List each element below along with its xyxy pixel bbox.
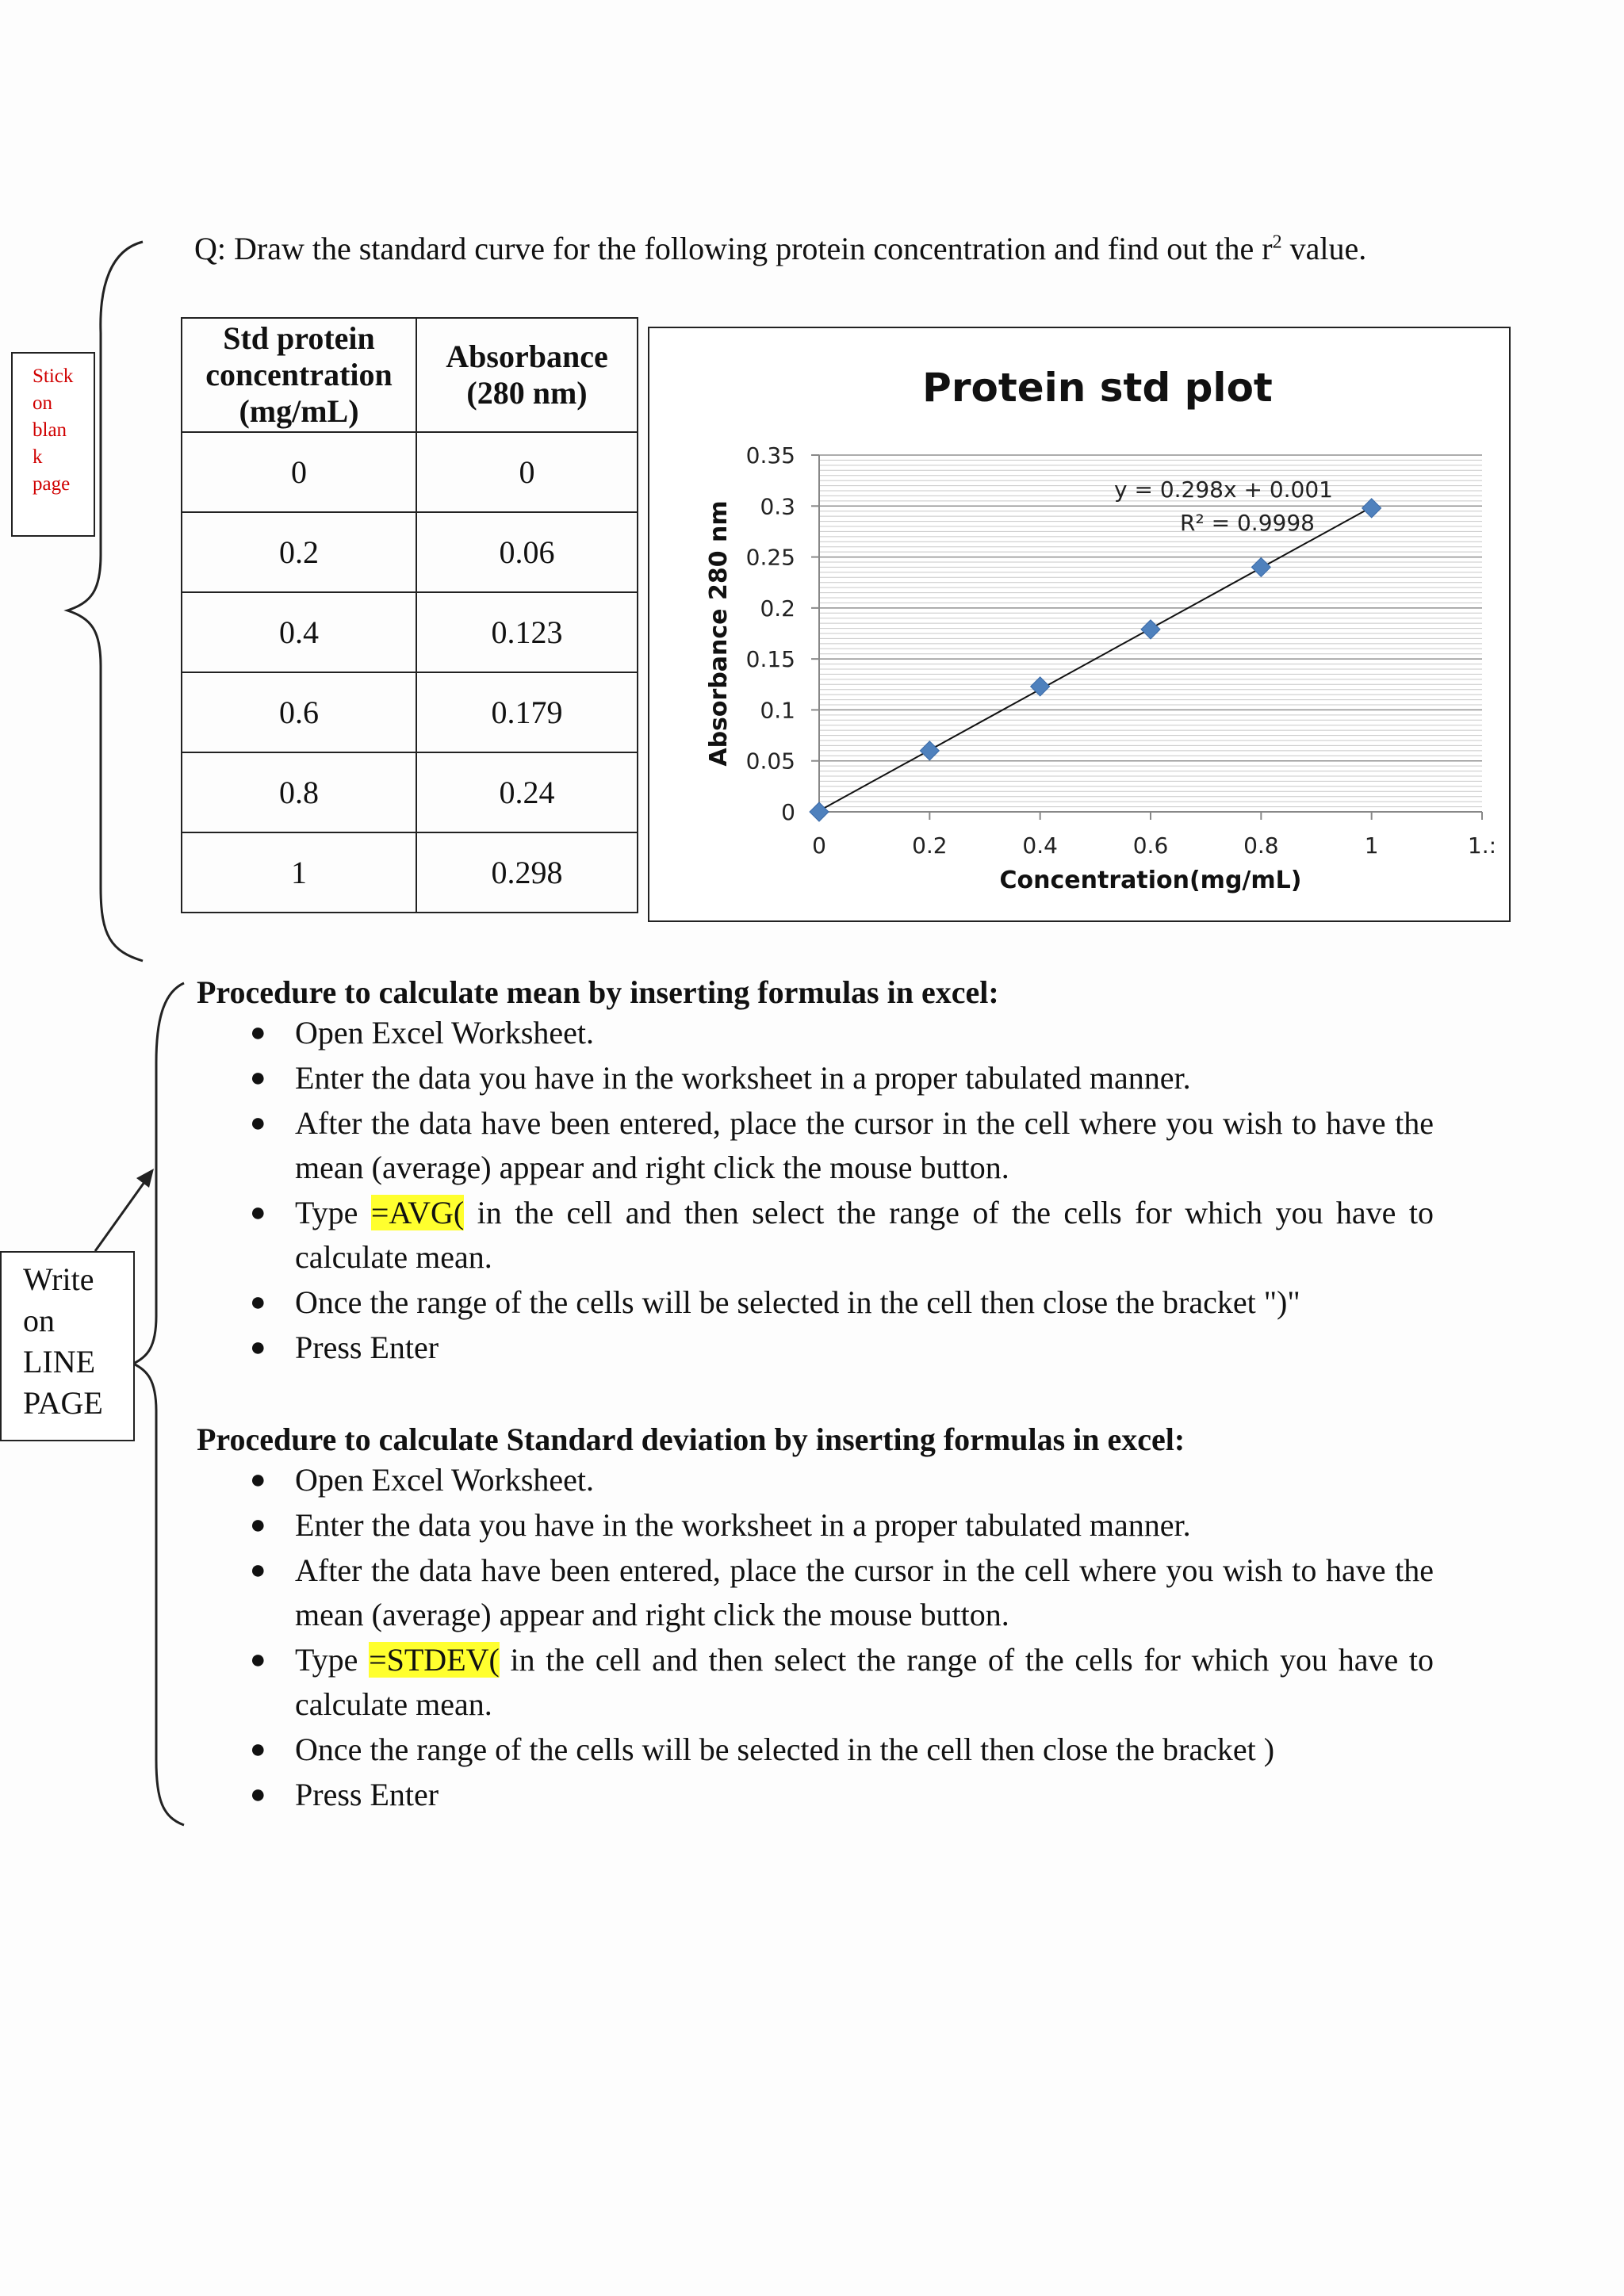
list-item-text: After the data have been entered, place the cursor in the cell where you wish to have the mean (average) appear and right click the mouse button. <box>295 1105 1434 1185</box>
bullet-icon: ● <box>250 1198 266 1227</box>
x-tick-label: 0.8 <box>1243 832 1279 859</box>
x-tick-label: 0 <box>812 832 826 859</box>
bullet-icon: ● <box>250 1333 266 1362</box>
x-tick-label: 0.2 <box>912 832 948 859</box>
data-point <box>1251 557 1270 576</box>
y-tick-label: 0.3 <box>760 493 795 520</box>
list-item-text: Open Excel Worksheet. <box>295 1462 595 1498</box>
list-item-text: in the cell and then select the range of the cells for which you have to calculate mean. <box>295 1642 1434 1722</box>
cell-concentration: 0 <box>182 432 416 512</box>
highlighted-formula: =AVG( <box>370 1195 465 1230</box>
procedure-heading: Procedure to calculate Standard deviation by inserting formulas in excel: <box>197 1422 1185 1457</box>
list-item <box>250 1458 1434 1502</box>
cell-absorbance: 0.179 <box>416 672 638 752</box>
y-tick-label: 0.1 <box>760 697 795 724</box>
y-tick-label: 0.25 <box>745 544 795 571</box>
bullet-icon: ● <box>250 1735 266 1764</box>
cell-absorbance: 0 <box>416 432 638 512</box>
list-item-text: Press Enter <box>295 1777 439 1812</box>
bullet-icon: ● <box>250 1780 266 1809</box>
list-item <box>250 1011 1434 1055</box>
cell-absorbance: 0.298 <box>416 832 638 913</box>
list-item-text: Type <box>295 1642 370 1678</box>
bullet-icon: ● <box>250 1465 266 1494</box>
bullet-icon: ● <box>250 1556 266 1585</box>
table-header-row <box>182 318 638 432</box>
procedure-heading: Procedure to calculate mean by inserting formulas in excel: <box>197 974 999 1010</box>
list-item-text: Type <box>295 1195 371 1230</box>
y-tick-label: 0.35 <box>745 442 795 469</box>
table-row <box>182 512 638 592</box>
procedure-stdev-section <box>197 1421 1434 1818</box>
question-prefix: Q: Draw the standard curve for the following protein concentration and find out the r <box>194 231 1273 266</box>
trendline-equation: y = 0.298x + 0.001 <box>1114 476 1333 503</box>
list-item <box>250 1280 1434 1325</box>
bullet-icon: ● <box>250 1018 266 1047</box>
list-item-text: Enter the data you have in the worksheet in a proper tabulated manner. <box>295 1060 1191 1096</box>
data-point <box>1362 499 1381 518</box>
list-item-text: in the cell and then select the range of the cells for which you have to calculate mean. <box>295 1195 1434 1275</box>
x-tick-label: 0.4 <box>1022 832 1058 859</box>
cell-concentration: 0.4 <box>182 592 416 672</box>
header-absorbance: Absorbance (280 nm) <box>416 318 638 432</box>
data-point <box>920 741 939 760</box>
list-item <box>250 1101 1434 1190</box>
table-row <box>182 672 638 752</box>
x-tick-label: 1.: <box>1467 832 1497 859</box>
cell-absorbance: 0.123 <box>416 592 638 672</box>
cell-absorbance: 0.24 <box>416 752 638 832</box>
question-suffix: value. <box>1281 231 1367 266</box>
question-superscript: 2 <box>1272 232 1282 253</box>
scatter-chart <box>649 328 1509 920</box>
write-note: Write on LINE PAGE <box>0 1251 135 1441</box>
list-item <box>250 1728 1434 1772</box>
procedure-mean-section <box>197 974 1434 1371</box>
cell-concentration: 1 <box>182 832 416 913</box>
chart-frame <box>648 327 1511 922</box>
list-item-text: After the data have been entered, place the cursor in the cell where you wish to have the mean (average) appear and right click the mouse button. <box>295 1552 1434 1632</box>
table-row <box>182 832 638 913</box>
bullet-icon: ● <box>250 1645 266 1674</box>
table-row <box>182 752 638 832</box>
y-tick-label: 0.05 <box>745 748 795 775</box>
list-item-text: Press Enter <box>295 1330 439 1365</box>
procedure-list <box>250 1011 1434 1370</box>
y-tick-label: 0.15 <box>745 646 795 673</box>
bullet-icon: ● <box>250 1288 266 1317</box>
list-item-text: Once the range of the cells will be selected in the cell then close the bracket ) <box>295 1732 1275 1767</box>
y-tick-label: 0.2 <box>760 595 795 622</box>
x-tick-label: 1 <box>1364 832 1379 859</box>
r-squared-label: R² = 0.9998 <box>1180 510 1315 536</box>
bullet-icon: ● <box>250 1108 266 1138</box>
list-item <box>250 1638 1434 1727</box>
x-tick-label: 0.6 <box>1132 832 1169 859</box>
list-item <box>250 1773 1434 1817</box>
list-item <box>250 1056 1434 1100</box>
chart-title: Protein std plot <box>922 365 1273 411</box>
list-item <box>250 1503 1434 1548</box>
list-item-text: Open Excel Worksheet. <box>295 1015 595 1050</box>
stick-note: Stick on blan k page <box>11 352 95 537</box>
data-point <box>1141 620 1160 639</box>
list-item-text: Enter the data you have in the worksheet in a proper tabulated manner. <box>295 1507 1191 1543</box>
list-item <box>250 1326 1434 1370</box>
y-tick-label: 0 <box>781 799 795 825</box>
x-axis-label: Concentration(mg/mL) <box>999 867 1302 894</box>
bottom-brace <box>133 983 184 1825</box>
cell-absorbance: 0.06 <box>416 512 638 592</box>
header-concentration: Std protein concentration (mg/mL) <box>182 318 416 432</box>
highlighted-formula: =STDEV( <box>369 1642 500 1678</box>
list-item-text: Once the range of the cells will be selected in the cell then close the bracket ")" <box>295 1284 1300 1320</box>
top-brace <box>67 242 143 961</box>
y-axis-label: Absorbance 280 nm <box>705 500 733 767</box>
table-row <box>182 432 638 512</box>
cell-concentration: 0.6 <box>182 672 416 752</box>
table-row <box>182 592 638 672</box>
arrow-head <box>136 1169 154 1188</box>
write-note-arrow <box>95 1173 151 1251</box>
data-point <box>810 802 829 821</box>
data-table <box>181 317 638 913</box>
list-item <box>250 1191 1434 1280</box>
list-item <box>250 1548 1434 1637</box>
cell-concentration: 0.8 <box>182 752 416 832</box>
procedure-list <box>250 1458 1434 1817</box>
cell-concentration: 0.2 <box>182 512 416 592</box>
bullet-icon: ● <box>250 1510 266 1540</box>
bullet-icon: ● <box>250 1063 266 1093</box>
